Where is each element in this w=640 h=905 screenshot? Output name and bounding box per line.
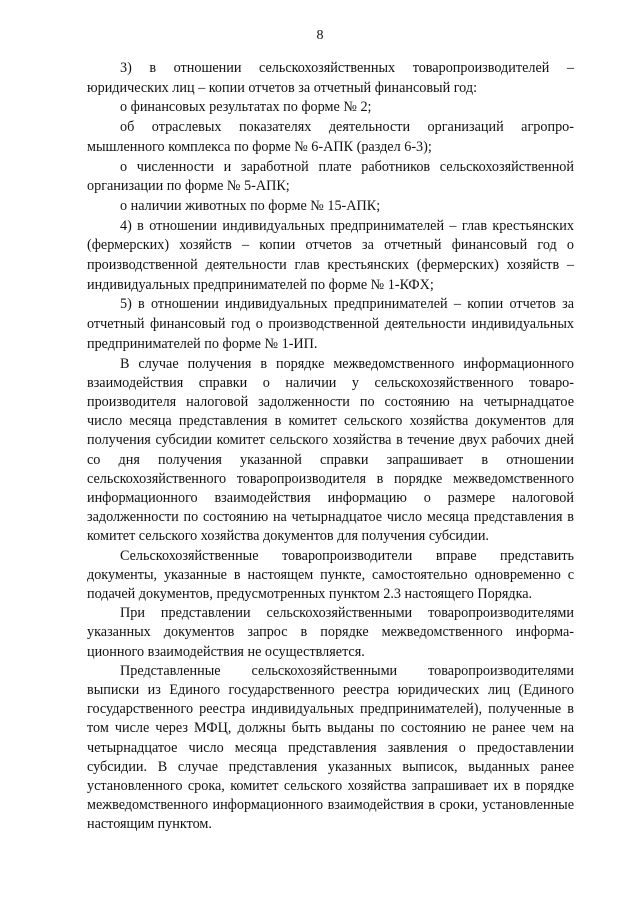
paragraph-financial-results: о финансовых результатах по форме № 2;: [120, 99, 372, 116]
document-body: [87, 59, 574, 835]
page-number: 8: [316, 28, 324, 43]
paragraph-employees-wages: о численности и заработной плате работников сельскохозяйственной организации по форме № 5-АПК;: [87, 158, 574, 195]
paragraph-item-4: 4) в отношении индивидуальных предпринимателей – глав крестьянских (фермерских) хозяйств – копии отчетов за отчетный финансовый год о производственной деятельности глав крестьянских (фермерских) хозяйств – индивидуальных предпринимателей по форме № 1-КФХ;: [87, 217, 574, 293]
paragraph-livestock: о наличии животных по форме № 15-АПК;: [120, 197, 381, 214]
paragraph-industry-indicators: об отраслевых показателях деятельности организаций агропро-мышленного комплекса по форме № 6-АПК (раздел 6-3);: [87, 119, 574, 155]
paragraph-item-3: 3) в отношении сельскохозяйственных товаропроизводителей – юридических лиц – копии отчетов за отчетный финансовый год:: [87, 60, 574, 96]
paragraph-voluntary-submission: Сельскохозяйственные товаропроизводители вправе представить документы, указанные в настоящем пункте, самостоятельно одновременно с подачей документов, предусмотренных пунктом 2.3 настоящего Порядка.: [87, 547, 574, 602]
paragraph-no-request: При представлении сельскохозяйственными товаропроизводителями указанных документов запрос в порядке межведомственного информа-ционного взаимодействия не осуществляется.: [87, 605, 574, 660]
paragraph-item-5: 5) в отношении индивидуальных предпринимателей – копии отчетов за отчетный финансовый год о производственной деятельности индивидуальных предпринимателей по форме № 1-ИП.: [87, 296, 574, 352]
paragraph-registry-extracts: Представленные сельскохозяйственными товаропроизводителями выписки из Единого государственного реестра юридических лиц (Единого государственного реестра индивидуальных предпринимателей), полученные в том числе через МФЦ, должны быть выданы по состоянию не ранее чем на четырнадцатое число месяца представления заявления о предоставлении субсидии. В случае представления указанных выписок, выданных ранее установленного срока, комитет сельского хозяйства запрашивает их в порядке межведомственного информационного взаимодействия в сроки, установленные настоящим пунктом.: [87, 662, 574, 833]
paragraph-tax-debt-request: В случае получения в порядке межведомственного информационного взаимодействия справки о наличии у сельскохозяйственного товаро-производителя налоговой задолженности по состоянию на четырнадцатое число месяца представления в комитет сельского хозяйства документов для получения субсидии комитет сельского хозяйства в течение двух рабочих дней со дня получения указанной справки запрашивает в отношении сельскохозяйственного товаропроизводителя в порядке межведомственного информационного взаимодействия информацию о размере налоговой задолженности по состоянию на четырнадцатое число месяца представления в комитет сельского хозяйства документов для получения субсидии.: [87, 355, 574, 545]
